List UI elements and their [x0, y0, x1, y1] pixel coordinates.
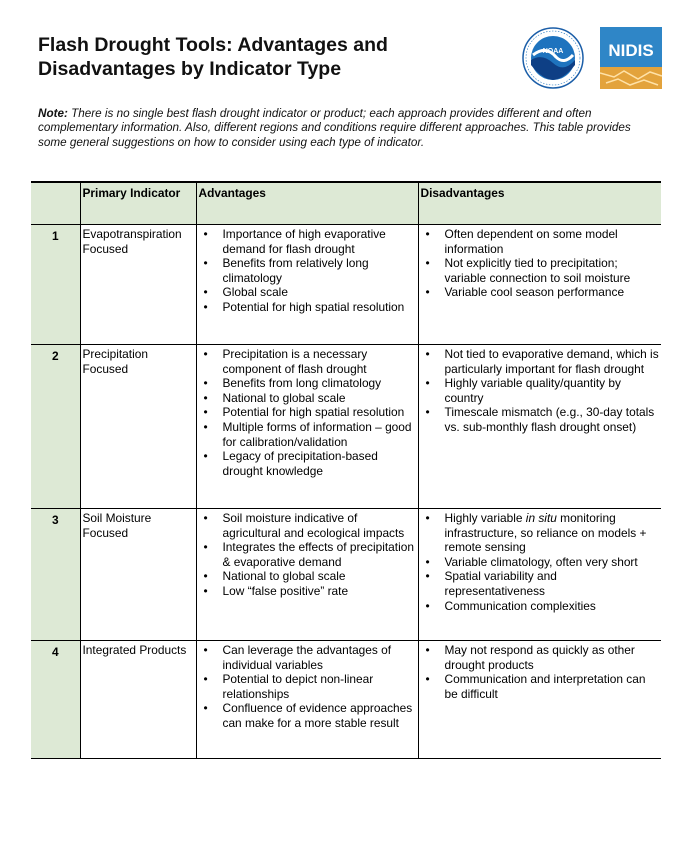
list-item: • Communication complexities	[421, 599, 660, 614]
row-number: 3	[31, 509, 80, 641]
nidis-logo-text: NIDIS	[608, 41, 654, 60]
logos	[522, 27, 662, 89]
row-number: 2	[31, 345, 80, 509]
row-advantages	[196, 641, 418, 759]
list-item: • May not respond as quickly as other drought products	[421, 643, 660, 672]
title-line-1: Flash Drought Tools: Advantages and	[38, 34, 388, 56]
list-item: • National to global scale	[199, 569, 416, 584]
list-item: • Potential for high spatial resolution	[199, 300, 416, 315]
note-text: There is no single best flash drought indicator or product; each approach provides different and often complementary information. Also, different regions and conditions require different approaches. This table provides some general suggestions on how to consider using each type of indicator.	[38, 107, 631, 149]
row-advantages	[196, 345, 418, 509]
list-item: • Multiple forms of information – good for calibration/validation	[199, 420, 416, 449]
header-advantages: Advantages	[196, 182, 418, 225]
header-disadvantages: Disadvantages	[418, 182, 661, 225]
header-number	[31, 182, 80, 225]
noaa-logo-text: NOAA	[542, 48, 564, 55]
noaa-logo	[522, 27, 584, 89]
row-indicator: Precipitation Focused	[80, 345, 196, 509]
row-indicator: Soil Moisture Focused	[80, 509, 196, 641]
list-item: • Not explicitly tied to precipitation; variable connection to soil moisture	[421, 256, 660, 285]
row-number: 4	[31, 641, 80, 759]
row-advantages	[196, 509, 418, 641]
note	[38, 107, 653, 150]
list-item: • Soil moisture indicative of agricultural and ecological impacts	[199, 511, 416, 540]
list-item: • Potential for high spatial resolution	[199, 405, 416, 420]
row-disadvantages	[418, 225, 661, 345]
list-item: • Confluence of evidence approaches can make for a more stable result	[199, 701, 416, 730]
table-row	[31, 345, 661, 509]
row-number: 1	[31, 225, 80, 345]
row-advantages	[196, 225, 418, 345]
list-item: • Precipitation is a necessary component of flash drought	[199, 347, 416, 376]
list-item: • Timescale mismatch (e.g., 30-day totals vs. sub-monthly flash drought onset)	[421, 405, 660, 434]
list-item: • Low “false positive” rate	[199, 584, 416, 599]
table-header-row	[31, 182, 661, 225]
list-item: • National to global scale	[199, 391, 416, 406]
list-item: • Variable climatology, often very short	[421, 555, 660, 570]
list-item: • Highly variable in situ monitoring infrastructure, so reliance on models + remote sensing	[421, 511, 660, 555]
table-row	[31, 225, 661, 345]
flash-drought-table	[31, 181, 661, 759]
list-item: • Integrates the effects of precipitation & evaporative demand	[199, 540, 416, 569]
row-disadvantages	[418, 345, 661, 509]
list-item: • Global scale	[199, 285, 416, 300]
header-indicator: Primary Indicator	[80, 182, 196, 225]
title-line-2: Disadvantages by Indicator Type	[38, 58, 342, 80]
page-title	[38, 33, 508, 81]
list-item: • Benefits from relatively long climatology	[199, 256, 416, 285]
note-label: Note:	[38, 107, 68, 120]
list-item: • Variable cool season performance	[421, 285, 660, 300]
row-disadvantages	[418, 509, 661, 641]
row-indicator: Integrated Products	[80, 641, 196, 759]
list-item: • Often dependent on some model information	[421, 227, 660, 256]
list-item: • Highly variable quality/quantity by country	[421, 376, 660, 405]
list-item: • Communication and interpretation can be difficult	[421, 672, 660, 701]
list-item: • Not tied to evaporative demand, which is particularly important for flash drought	[421, 347, 660, 376]
list-item: • Importance of high evaporative demand for flash drought	[199, 227, 416, 256]
list-item: • Legacy of precipitation-based drought knowledge	[199, 449, 416, 478]
list-item: • Spatial variability and representativeness	[421, 569, 660, 598]
table-row	[31, 509, 661, 641]
row-disadvantages	[418, 641, 661, 759]
list-item: • Benefits from long climatology	[199, 376, 416, 391]
list-item: • Potential to depict non-linear relationships	[199, 672, 416, 701]
list-item: • Can leverage the advantages of individual variables	[199, 643, 416, 672]
row-indicator: Evapotranspiration Focused	[80, 225, 196, 345]
nidis-logo	[600, 27, 662, 89]
table-row	[31, 641, 661, 759]
